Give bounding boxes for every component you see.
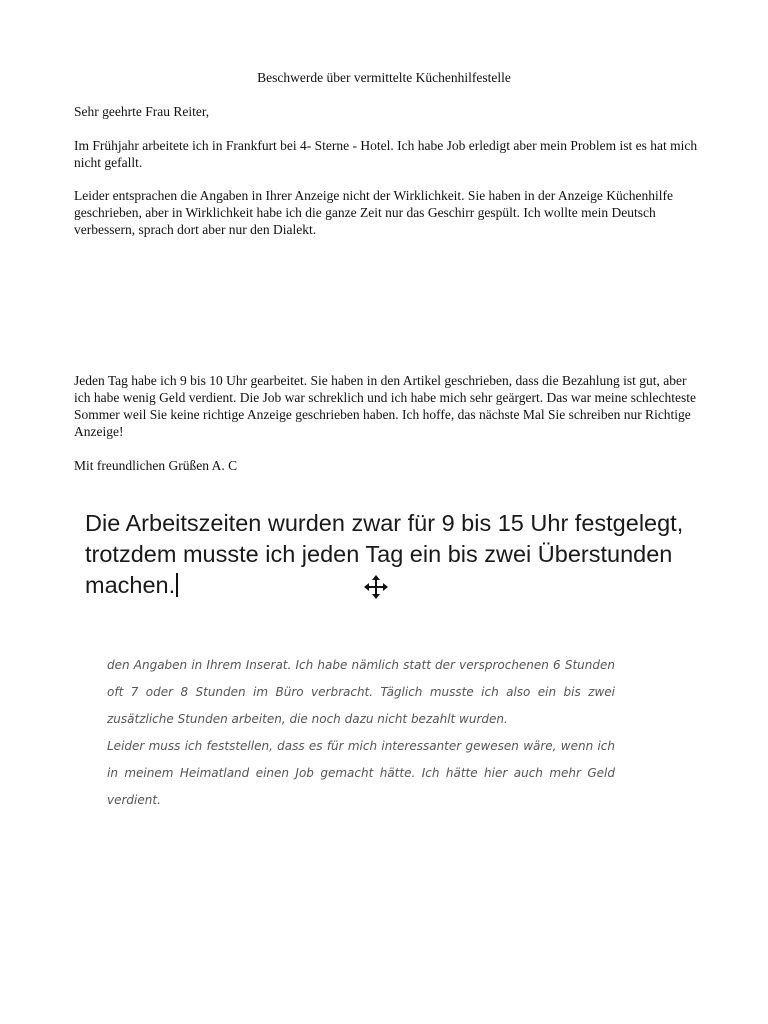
- letter-paragraph-1: Im Frühjahr arbeitete ich in Frankfurt bei 4- Sterne - Hotel. Ich habe Job erledigt aber mein Problem ist es hat mich nicht gefallt.: [74, 138, 698, 170]
- inserted-text-large[interactable]: Die Arbeitszeiten wurden zwar für 9 bis 15 Uhr festgelegt, trotzdem musste ich jeden Tag ein bis zwei Überstunden machen.: [85, 510, 684, 598]
- letter-paragraph-3: Jeden Tag habe ich 9 bis 10 Uhr gearbeitet. Sie haben in den Artikel geschrieben, dass die Bezahlung ist gut, aber ich habe wenig Geld verdient. Die Job war schreklich und ich habe mich sehr geärgert. Das war meine schlechteste Sommer weil Sie keine richtige Anzeige geschrieben haben. Ich hoffe, das nächste Mal Sie schreiben nur Richtige Anzeige!: [74, 373, 697, 439]
- letter-paragraph-2: Leider entsprachen die Angaben in Ihrer Anzeige nicht der Wirklichkeit. Sie haben in der Anzeige Küchenhilfe geschrieben, aber in Wirklichkeit habe ich die ganze Zeit nur das Geschirr gespült. Ich wollte mein Deutsch verbessern, sprach dort aber nur den Dialekt.: [74, 188, 673, 237]
- letter-closing: Mit freundlichen Grüßen A. C: [74, 458, 238, 473]
- letter-title: Beschwerde über vermittelte Küchenhilfestelle: [257, 70, 511, 85]
- letter-greeting: Sehr geehrte Frau Reiter,: [74, 104, 210, 119]
- inserted-italic-paragraph-2: Leider muss ich feststellen, dass es für mich interessanter gewesen wäre, wenn ich in meinem Heimatland einen Job gemacht hätte. Ich hätte hier auch mehr Geld verdient.: [107, 739, 615, 807]
- inserted-italic-paragraph-1: den Angaben in Ihrem Inserat. Ich habe nämlich statt der versprochenen 6 Stunden oft 7 oder 8 Stunden im Büro verbracht. Täglich musste ich also ein bis zwei zusätzliche Stunden arbeiten, die noch dazu nicht bezahlt wurden.: [107, 658, 615, 726]
- inserted-text-italic-block: [107, 652, 615, 807]
- move-cursor-icon: [363, 574, 389, 600]
- text-cursor: [176, 573, 178, 597]
